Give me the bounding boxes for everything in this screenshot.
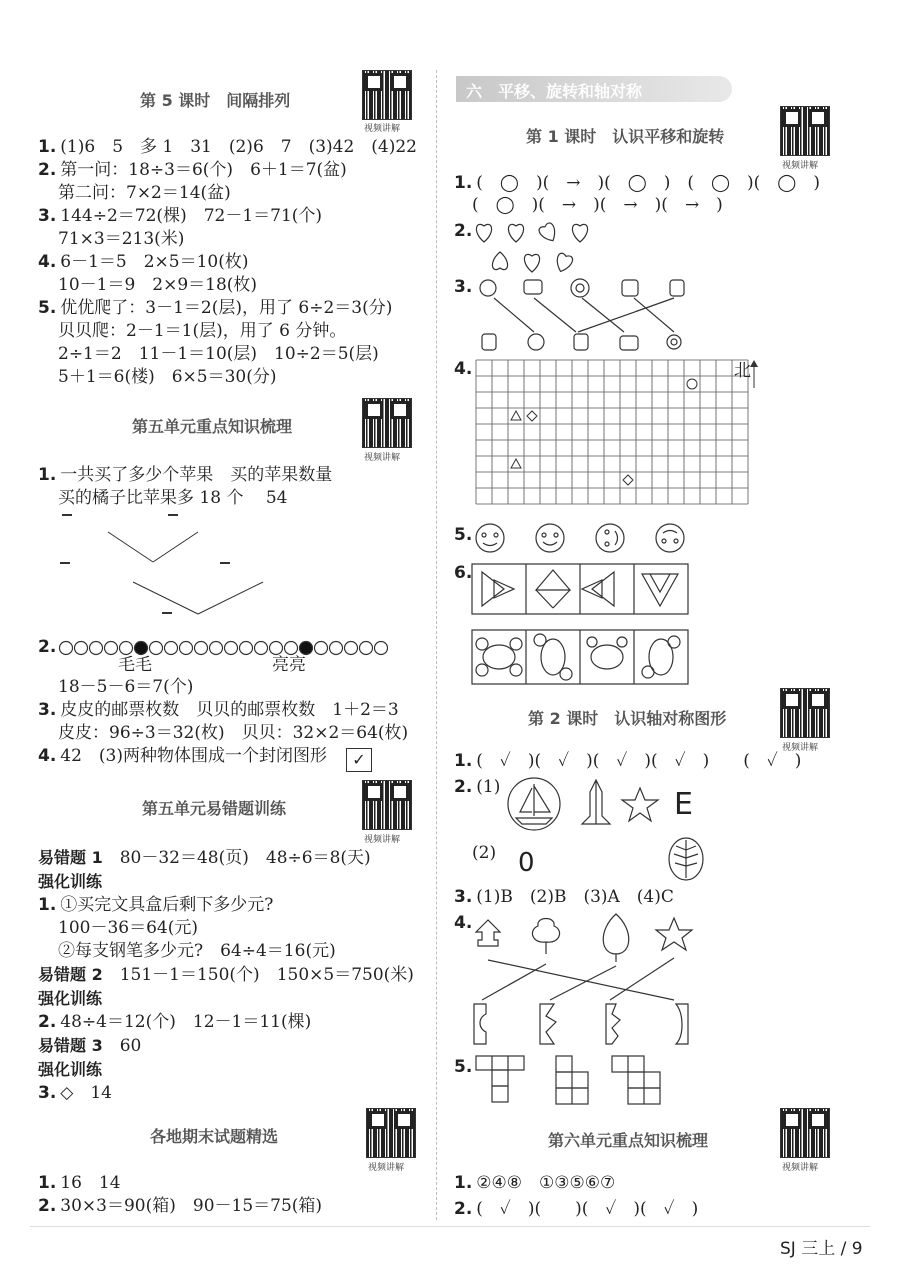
unit6-review-q2 [454,1198,698,1220]
answer-text: ◇ 14 [60,1083,113,1103]
lesson1-q5 [454,524,476,546]
bead-label-liangliang: 亮亮 [272,655,306,675]
question-number: 2. [38,1196,57,1216]
answers-final-exam [38,1172,322,1218]
qr-code-unit5-errors[interactable] [362,780,412,830]
answer-label: 易错题 2 [38,965,103,984]
question-number: 2. [454,777,473,797]
answer-line [38,251,417,274]
bead-empty [195,642,208,655]
qr-code-lesson1[interactable] [780,106,830,156]
question-number: 3. [38,206,57,226]
question-number: 6. [454,563,473,583]
lesson1-q4 [454,358,476,380]
qr-label: 视频讲解 [782,161,819,171]
qr-label: 视频讲解 [368,1163,405,1173]
answer-text: 10－1＝9 2×9＝18(枚) [58,275,258,295]
q1-answers: ( ✓ )( ✓ )( ✓ )( ✓ ) ( ✓ ) [476,751,802,771]
answer-text: 100－36＝64(元) [58,918,198,938]
lesson2-q2 [454,776,500,798]
answer-line [38,1058,414,1082]
answer-text: 151－1＝150(个) 150×5＝750(米) [102,965,414,985]
answer-line [38,182,417,205]
digit-zero-figure: 0 [518,848,535,878]
bead-empty [120,642,133,655]
answer-text: 第一问：18÷3＝6(个) 6＋1＝7(盆) [60,160,347,180]
q2-answers: ( ✓ )( )( ✓ )( ✓ ) [476,1199,699,1219]
page-footer: SJ 三上 / 9 [780,1239,863,1259]
question-number: 1. [38,895,57,915]
question-number: 3. [38,1083,57,1103]
answer-text: 48÷4＝12(个) 12－1＝11(棵) [60,1012,312,1032]
bead-filled [135,642,148,655]
question-number: 3. [454,887,473,907]
question-number: 1. [454,1173,473,1193]
q1-answers: ②④⑧ ①③⑤⑥⑦ [476,1173,616,1193]
question-number: 5. [454,525,473,545]
answer-line [38,940,414,963]
compass-north: 北 [734,361,751,381]
answer-line [38,1195,322,1218]
question-number: 4. [38,252,57,272]
leaf-figure [666,836,706,882]
answer-line [38,846,414,870]
symmetry-figures-row1 [504,776,664,832]
qr-code-lesson5[interactable] [362,70,412,120]
bead-empty [150,642,163,655]
unit6-review-q1 [454,1172,615,1194]
bead-empty [360,642,373,655]
section-title-lesson2: 第 2 课时 认识轴对称图形 [528,709,727,728]
question-number: 3. [454,277,473,297]
question-number: 2. [38,637,57,657]
qr-code-lesson2[interactable] [780,688,830,738]
lesson1-q1-row2: ( ◯ )( → )( → )( → ) [472,195,723,215]
bead-empty [60,642,73,655]
lesson2-q1 [454,750,801,772]
bead-empty [240,642,253,655]
answer-line [38,343,417,366]
answer-line [38,987,414,1011]
bead-empty [285,642,298,655]
answers-unit5-review-1 [38,464,332,510]
symmetry-completion-q5 [474,1054,674,1110]
tree-box-more-than-apples [220,562,230,564]
north-arrow-head [750,360,758,367]
answer-text: 6－1＝5 2×5＝10(枚) [60,252,249,272]
question-number: 1. [454,173,473,193]
answer-text: 42 (3)两种物体围成一个封闭图形 [60,746,328,766]
answer-line [38,136,417,159]
answer-label: 易错题 3 [38,1036,103,1055]
question-number: 5. [454,1057,473,1077]
q2-part1-label: (1) [476,777,501,797]
column-divider [436,70,437,1220]
analysis-tree-diagram [58,512,358,634]
answer-line [38,894,414,917]
grid-shape [623,475,633,485]
answer-line [38,159,417,182]
lesson2-q3 [454,886,674,908]
answer-text: 144÷2＝72(棵) 72－1＝71(个) [60,206,323,226]
answer-label: 强化训练 [38,1060,103,1079]
answer-line [38,917,414,940]
answer-line [38,699,408,722]
answer-line [38,963,414,987]
lesson2-q2-part2: (2) [472,843,497,863]
tree-box-oranges [162,612,172,614]
rotation-figure-q6 [470,562,690,686]
question-number: 2. [454,221,473,241]
qr-code-unit6-review[interactable] [780,1108,830,1158]
hearts-figure [470,214,600,276]
answer-text: (1)6 5 多 1 31 (2)6 7 (3)42 (4)22 [60,137,417,157]
answer-line [38,205,417,228]
answer-label: 强化训练 [38,872,103,891]
section-title-unit5-review: 第五单元重点知识梳理 [132,417,293,436]
tree-box-bags [62,514,72,516]
answer-line [38,722,408,745]
answer-text: 第二问：7×2＝14(盆) [58,183,231,203]
lesson2-q5 [454,1056,476,1078]
answer-line [38,297,417,320]
tree-box-total-apples [60,562,70,564]
answer-line [38,1082,414,1105]
tree-box-per-bag [168,514,178,516]
unit6-title: 六 平移、旋转和轴对称 [466,82,643,101]
beads-sequence [58,638,398,658]
bead-empty [105,642,118,655]
answer-text: 18－5－6＝7(个) [58,677,194,697]
answer-line [38,228,417,251]
answer-text: 皮皮的邮票枚数 贝贝的邮票枚数 1＋2＝3 [60,700,399,720]
bead-empty [255,642,268,655]
bead-empty [210,642,223,655]
question-number: 4. [454,359,473,379]
answer-label: 易错题 1 [38,848,103,867]
question-number: 2. [454,1199,473,1219]
faces-figure-q5 [474,520,694,556]
qr-label: 视频讲解 [364,124,401,134]
bead-filled [300,642,313,655]
q1-answers-row1: ( ◯ )( → )( ◯ ) ( ◯ )( ◯ ) [476,173,820,193]
answer-text: 71×3＝213(米) [58,229,185,249]
answer-line [38,870,414,894]
answer-text: 5＋1＝6(楼) 6×5＝30(分) [58,367,277,387]
bead-empty [375,642,388,655]
answer-line [38,274,417,297]
letter-e-figure: E [674,787,693,822]
qr-label: 视频讲解 [782,1163,819,1173]
checkmark-box: ✓ [346,748,372,772]
question-number: 5. [38,298,57,318]
answer-text: 优优爬了：3－1＝2(层)，用了 6÷2＝3(分) [60,298,393,318]
qr-code-final-exam[interactable] [366,1108,416,1158]
question-number: 4. [454,913,473,933]
bead-empty [270,642,283,655]
answer-line [38,320,417,343]
section-title-lesson5: 第 5 课时 间隔排列 [140,91,291,110]
answer-text: ①买完文具盒后剩下多少元? [60,895,274,915]
qr-label: 视频讲解 [364,835,401,845]
lesson1-q3 [454,276,476,298]
answer-line [38,1034,414,1058]
bead-empty [315,642,328,655]
grid-shape [511,411,521,420]
answer-line [38,1011,414,1034]
answer-line [38,487,332,510]
bead-empty [90,642,103,655]
question-number: 1. [454,751,473,771]
answer-text: 30×3＝90(箱) 90－15＝75(箱) [60,1196,323,1216]
qr-label: 视频讲解 [782,743,819,753]
grid-shape [687,379,697,389]
answer-line [38,366,417,389]
section-title-unit5-errors: 第五单元易错题训练 [142,799,287,818]
answer-text: 贝贝爬：2－1＝1(层)，用了 6 分钟。 [58,321,347,341]
qr-code-unit5-review[interactable] [362,398,412,448]
lesson1-q1-row1 [454,172,820,194]
answer-label: 强化训练 [38,989,103,1008]
answer-text: 买的橘子比苹果多 18 个 54 [58,488,288,508]
answer-text: 皮皮：96÷3＝32(枚) 贝贝：32×2＝64(枚) [58,723,409,743]
matching-halves-q4 [470,910,700,1050]
q2-beads-row [38,636,60,658]
qr-label: 视频讲解 [364,453,401,463]
question-number: 2. [38,160,57,180]
section-title-unit6-review: 第六单元重点知识梳理 [548,1131,709,1150]
answer-text: 60 [102,1036,142,1056]
grid-figure-q4 [474,358,764,518]
grid-shape [527,411,537,421]
bead-empty [345,642,358,655]
answers-unit5-errors [38,846,414,1105]
footer-rule [30,1226,870,1227]
section-title-lesson1: 第 1 课时 认识平移和旋转 [526,127,725,146]
bead-empty [330,642,343,655]
question-number: 3. [38,700,57,720]
question-number: 4. [38,746,57,766]
bead-empty [165,642,178,655]
bead-label-maomao: 毛毛 [118,655,152,675]
bead-empty [180,642,193,655]
bead-empty [225,642,238,655]
question-number: 1. [38,1173,57,1193]
matching-figure-q3 [474,276,694,356]
answer-line [38,676,408,699]
answers-lesson5 [38,136,417,389]
answer-line [38,464,332,487]
question-number: 1. [38,465,57,485]
answer-text: 80－32＝48(页) 48÷6＝8(天) [102,848,371,868]
answer-text: 一共买了多少个苹果 买的苹果数量 [60,465,333,485]
answer-text: ②每支钢笔多少元? 64÷4＝16(元) [58,941,336,961]
question-number: 1. [38,137,57,157]
section-title-final-exam: 各地期末试题精选 [150,1127,279,1146]
answer-text: 16 14 [60,1173,121,1193]
answer-text: 2÷1＝2 11－1＝10(层) 10÷2＝5(层) [58,344,379,364]
question-number: 2. [38,1012,57,1032]
q3-answers: (1)B (2)B (3)A (4)C [476,887,674,907]
bead-empty [75,642,88,655]
answer-line [38,1172,322,1195]
grid-shape [511,459,521,468]
